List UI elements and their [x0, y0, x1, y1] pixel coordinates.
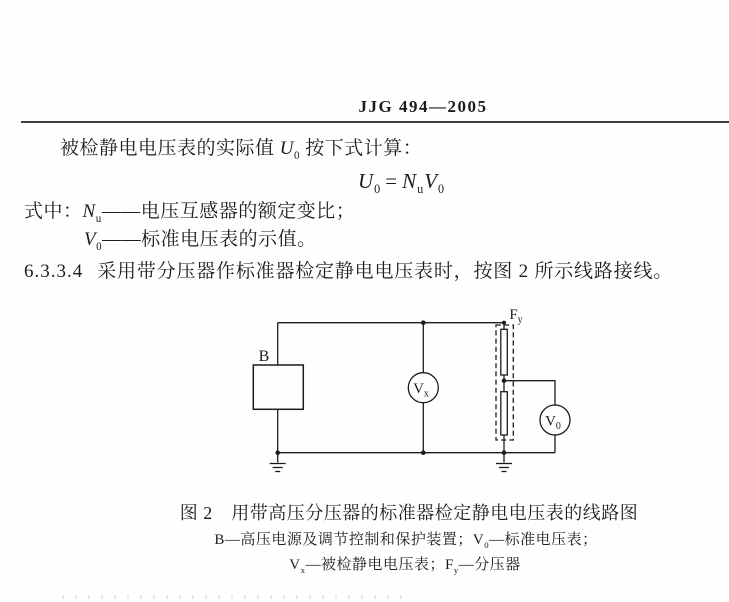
formula-lhs-subscript: 0 [374, 182, 382, 197]
source-box [253, 365, 303, 409]
where-label: 式中： [24, 201, 83, 222]
standard-voltmeter-label: $V_0$ [545, 413, 561, 432]
circuit-diagram [230, 300, 600, 496]
where-line2-desc: ——标准电压表的示值。 [102, 229, 317, 250]
source-label: B [258, 348, 270, 365]
clause-number: 6.3.3.4 [24, 261, 84, 282]
legend2-seg1: —被检静电电压表； [305, 557, 445, 573]
symbol-u0-subscript: 0 [294, 149, 301, 162]
equals-sign: = [385, 169, 399, 193]
wire-tap-to-standard [504, 381, 555, 405]
junction-dot [502, 321, 506, 325]
divider-resistor-bottom [501, 392, 508, 435]
ground-symbol-right [496, 453, 512, 472]
where-line1-desc: ——电压互感器的额定变比； [101, 201, 356, 222]
legend1-symbol-v0-subscript: 0 [484, 540, 490, 550]
formula-lhs: U [358, 169, 375, 193]
junction-dot [421, 450, 426, 455]
figure-legend-line2 [289, 553, 520, 574]
dut-voltmeter-label: $V_x$ [413, 381, 429, 400]
legend1-symbol-v0: V [472, 532, 485, 548]
legend1-seg2: —标准电压表； [489, 532, 598, 548]
legend1-seg1: B—高压电源及调节控制和保护装置； [214, 532, 473, 548]
junction-dot [502, 378, 507, 383]
formula-term2-subscript: 0 [438, 182, 446, 197]
figure-caption: 图 2 用带高压分压器的标准器检定静电电压表的线路图 [179, 503, 639, 523]
clause-6334 [24, 261, 673, 284]
legend2-seg2: —分压器 [458, 557, 521, 573]
where-clause-line1 [24, 201, 355, 224]
symbol-v0-subscript: 0 [96, 240, 103, 253]
symbol-nu-subscript: u [95, 212, 102, 225]
legend2-symbol-fy-subscript: y [453, 565, 459, 575]
formula-term1: N [402, 169, 418, 193]
symbol-u0: U [279, 138, 294, 159]
junction-dots [275, 320, 506, 455]
clause-text: 采用带分压器作标准器检定静电电压表时，按图 2 所示线路接线。 [97, 261, 674, 282]
intro-text-suffix: 按下式计算： [300, 138, 423, 159]
symbol-nu: N [82, 201, 96, 222]
intro-text-prefix: 被检静电电压表的实际值 [60, 138, 280, 159]
formula-u0-equals-nuv0 [358, 169, 446, 197]
formula-term1-subscript: u [417, 182, 425, 197]
legend2-symbol-fy: F [445, 557, 454, 573]
header-rule [21, 121, 729, 123]
legend2-symbol-vx-subscript: x [300, 565, 306, 575]
legend2-symbol-vx: V [289, 557, 301, 573]
formula-term2: V [424, 169, 439, 193]
junction-dot [421, 320, 426, 325]
where-clause-line2 [84, 229, 317, 252]
symbol-v0: V [84, 229, 97, 250]
divider-label: $F_y$ [509, 307, 523, 326]
divider-resistor-top [501, 329, 508, 375]
figure-legend-line1 [214, 528, 597, 549]
ground-symbol-left [270, 453, 286, 472]
cutoff-next-line-remnant [62, 595, 412, 599]
intro-paragraph [60, 138, 422, 161]
doc-code-header: JJG 494—2005 [358, 97, 488, 116]
